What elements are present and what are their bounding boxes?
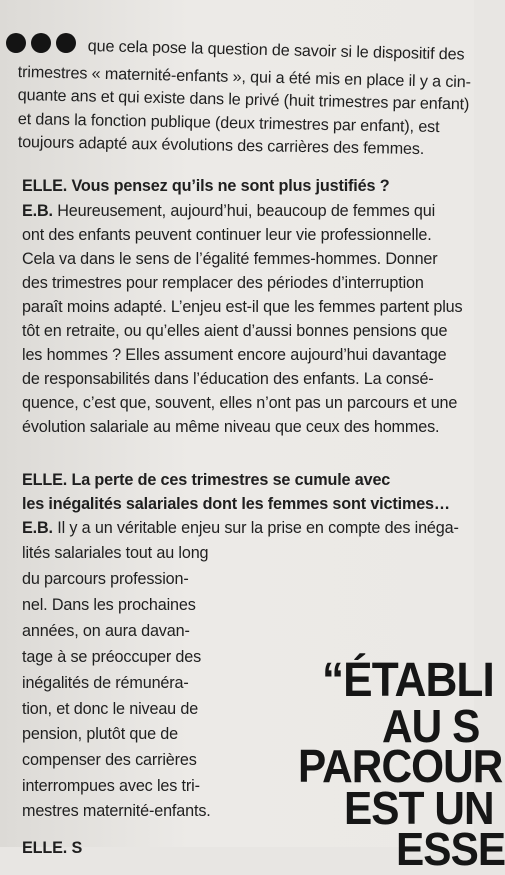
answer-1-line: quence, c’est que, souvent, elles n’ont pas un parcours et une [22, 394, 458, 412]
bullet-dot-icon [31, 33, 51, 53]
intro-line: toujours adapté aux évolutions des carrières des femmes. [17, 132, 425, 159]
pull-quote-line: AU S [382, 700, 480, 752]
question-text: S [71, 839, 83, 857]
question-text: Vous pensez qu’ils ne sont plus justifiés ? [71, 177, 390, 195]
pull-quote-line: “ÉTABLI [322, 654, 494, 707]
answer-1-line: ont des enfants peuvent continuer leur vie professionnelle. [22, 226, 432, 244]
answer-2-line: inégalités de rémunéra- [22, 674, 189, 692]
answer-2-line: interrompues avec les tri- [22, 777, 200, 795]
question-2-line-2: les inégalités salariales dont les femmes sont victimes… [22, 495, 450, 513]
bullet-dot-icon [6, 33, 26, 53]
interviewee-tag: E.B. [22, 519, 53, 537]
question-2-line-1 [22, 470, 390, 490]
intro-line: que cela pose la question de savoir si le dispositif des [87, 36, 465, 64]
answer-2-line: mestres maternité-enfants. [22, 802, 211, 820]
answer-1-line: paraît moins adapté. L’enjeu est-il que les femmes partent plus [22, 298, 463, 316]
next-question-fragment [22, 838, 82, 858]
answer-1-line: tôt en retraite, ou qu’elles aient d’aussi bonnes pensions que [22, 322, 448, 340]
answer-1-first-line [22, 201, 435, 221]
interviewee-tag: E.B. [22, 202, 53, 220]
answer-2-line: compenser des carrières [22, 751, 197, 769]
bullet-dot-icon [56, 33, 76, 53]
answer-2-line: pension, plutôt que de [22, 725, 179, 743]
answer-1-line: évolution salariale au même niveau que ceux des hommes. [22, 418, 440, 436]
intro-line: trimestres « maternité-enfants », qui a été mis en place il y a cin- [17, 62, 472, 92]
pull-quote-line: ESSE [396, 823, 505, 875]
section-marker-dots [6, 33, 76, 53]
answer-2-line: tion, et donc le niveau de [22, 700, 199, 718]
answer-2-first-line [22, 518, 459, 538]
pull-quote-line: PARCOUR [298, 740, 503, 792]
answer-2-line: du parcours profession- [22, 570, 189, 588]
answer-2-line: lités salariales tout au long [22, 544, 209, 562]
intro-line: et dans la fonction publique (deux trimestres par enfant), est [17, 109, 440, 137]
pull-quote-line: EST UN [344, 782, 494, 834]
interviewer-tag: ELLE. [22, 177, 68, 195]
answer-1-line: des trimestres pour remplacer des périodes d’interruption [22, 274, 424, 292]
answer-text: Heureusement, aujourd’hui, beaucoup de femmes qui [57, 202, 436, 220]
answer-2-line: nel. Dans les prochaines [22, 596, 196, 614]
answer-text: Il y a un véritable enjeu sur la prise en compte des inéga- [57, 519, 459, 537]
question-1 [22, 176, 389, 196]
answer-2-line: années, on aura davan- [22, 622, 190, 640]
interviewer-tag: ELLE. [22, 839, 68, 857]
answer-1-line: les hommes ? Elles assument encore aujourd’hui davantage [22, 346, 447, 364]
answer-1-line: de responsabilités dans l’éducation des enfants. La consé- [22, 370, 434, 388]
interviewer-tag: ELLE. [22, 471, 68, 489]
answer-1-line: Cela va dans le sens de l’égalité femmes-hommes. Donner [22, 250, 438, 268]
answer-2-line: tage à se préoccuper des [22, 648, 202, 666]
question-text: La perte de ces trimestres se cumule avec [71, 471, 391, 489]
intro-line: quante ans et qui existe dans le privé (huit trimestres par enfant) [17, 85, 470, 114]
